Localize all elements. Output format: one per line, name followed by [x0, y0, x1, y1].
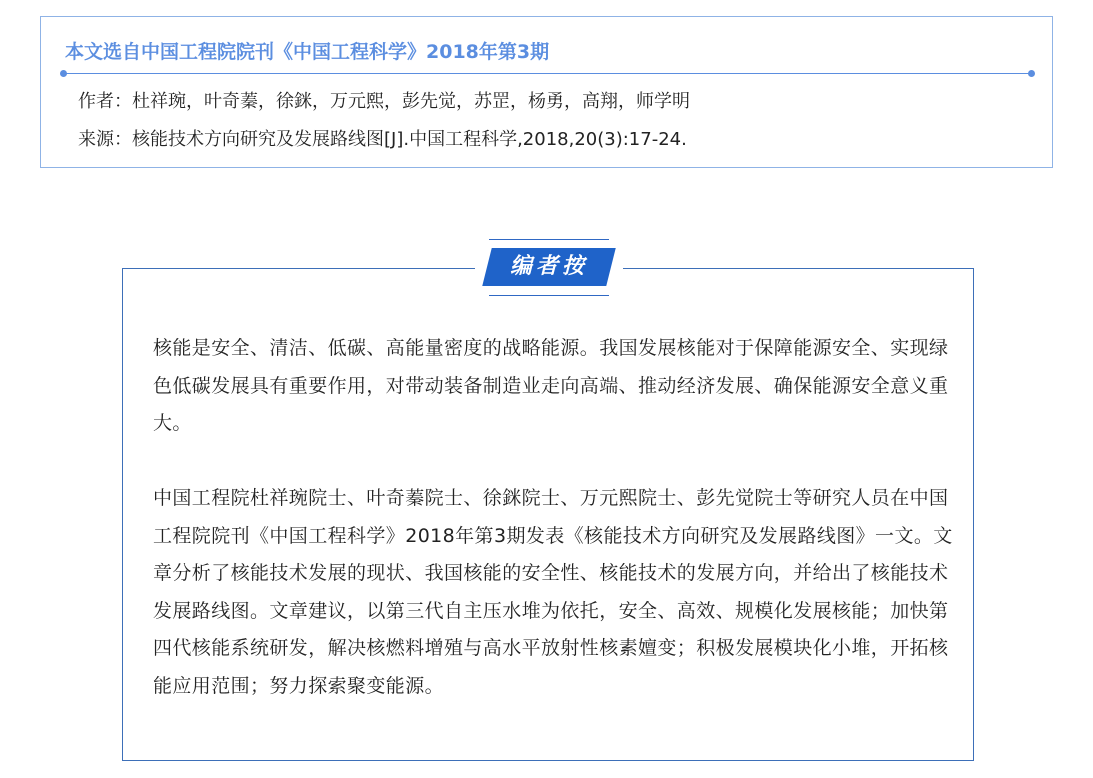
badge-label: 编者按 — [509, 254, 588, 279]
editor-note-paragraph-2: 中国工程院杜祥琬院士、叶奇蓁院士、徐銤院士、万元熙院士、彭先觉院士等研究人员在中国工程院院刊《中国工程科学》2018年第3期发表《核能技术方向研究及发展路线图》一文。文章分析了核能技术发展的现状、我国核能的安全性、核能技术的发展方向，并给出了核能技术发展路线图。文章建议，以第三代自主压水堆为依托，安全、高效、规模化发展核能；加快第四代核能系统研发，解决核燃料增殖与高水平放射性核素嬗变；积极发展模块化小堆，开拓核能应用范围；努力探索聚变能源。 — [153, 487, 953, 697]
editor-note-badge — [475, 238, 623, 298]
source-title: 本文选自中国工程院院刊《中国工程科学》2018年第3期 — [65, 41, 550, 63]
source-info-box — [40, 16, 1053, 168]
divider-dot-left — [60, 70, 67, 77]
divider-dot-right — [1028, 70, 1035, 77]
citation-line: 来源：核能技术方向研究及发展路线图[J].中国工程科学,2018,20(3):17-24. — [78, 129, 687, 150]
divider-line — [64, 73, 1032, 74]
authors-line: 作者：杜祥琬，叶奇蓁，徐銤，万元熙，彭先觉，苏罡，杨勇，高翔，师学明 — [78, 91, 690, 112]
badge-line-bottom — [489, 295, 609, 296]
editor-note-paragraph-1: 核能是安全、清洁、低碳、高能量密度的战略能源。我国发展核能对于保障能源安全、实现绿色低碳发展具有重要作用，对带动装备制造业走向高端、推动经济发展、确保能源安全意义重大。 — [153, 337, 949, 434]
